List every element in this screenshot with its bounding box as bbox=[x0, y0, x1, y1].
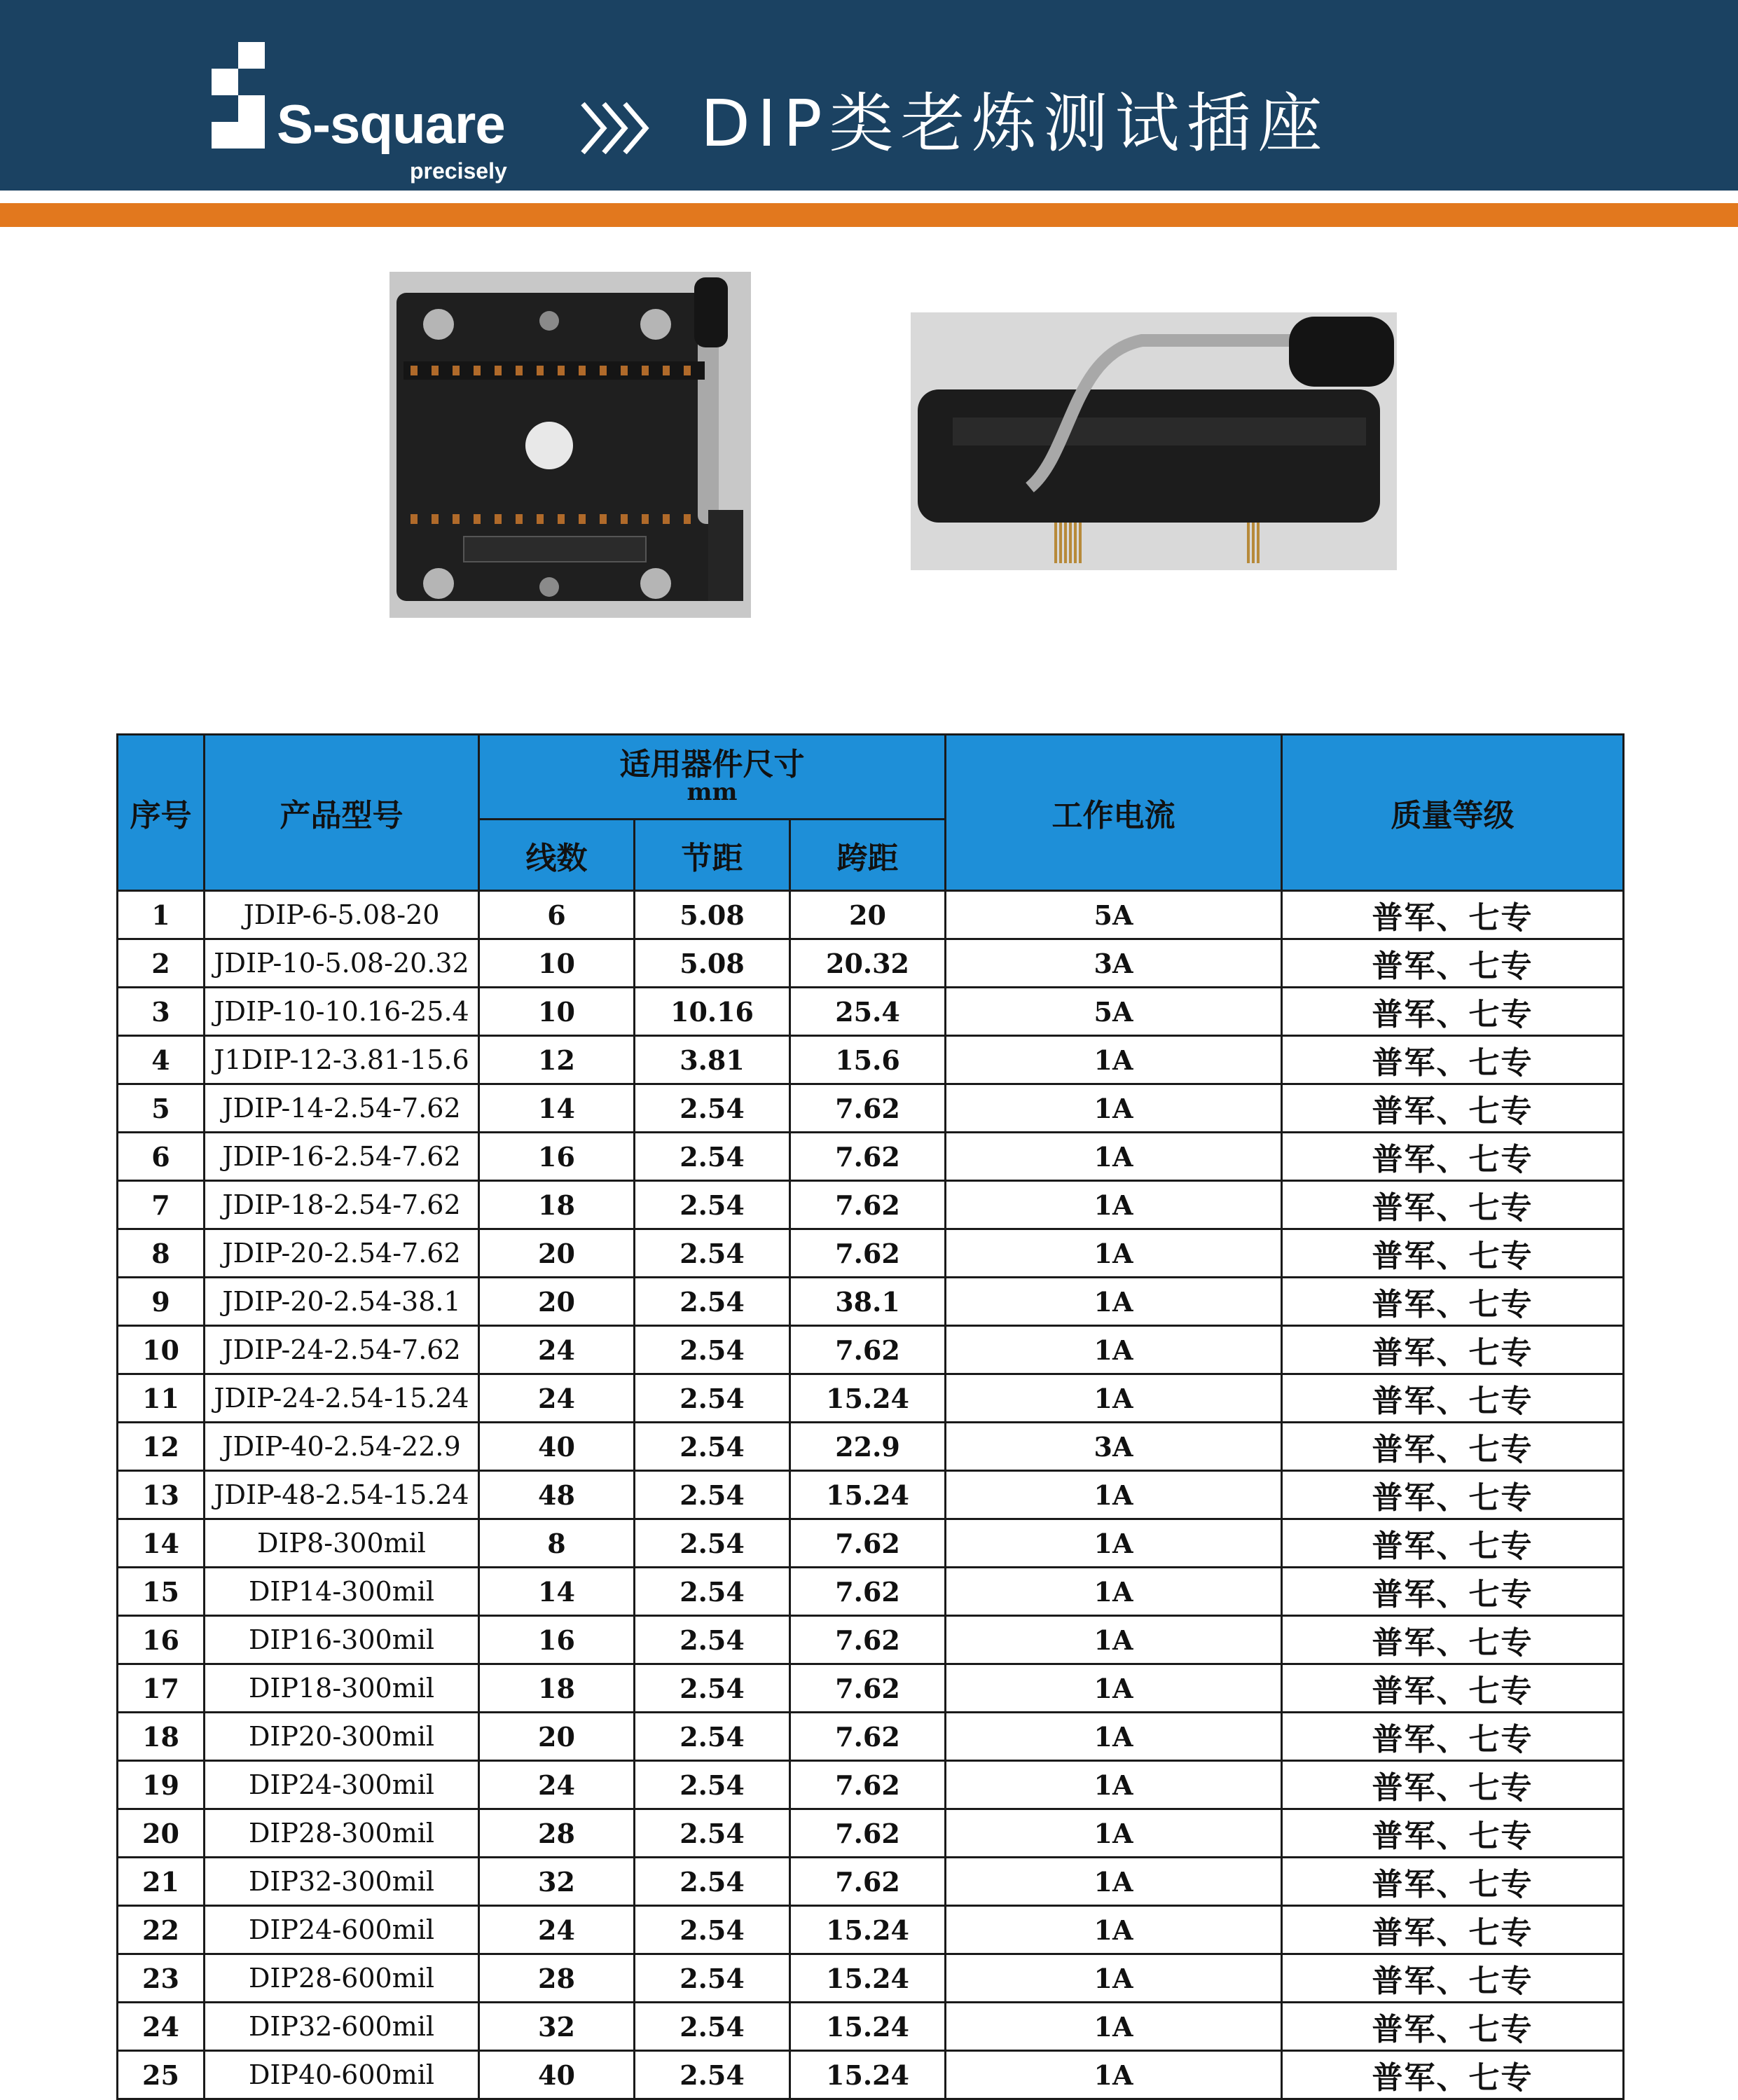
table-row bbox=[118, 1423, 1624, 1471]
table-row bbox=[118, 1519, 1624, 1568]
table-row bbox=[118, 1809, 1624, 1858]
cell-span: 7.62 bbox=[790, 1133, 946, 1181]
socket-top-view-image bbox=[389, 272, 751, 618]
cell-pitch: 2.54 bbox=[635, 1954, 790, 2003]
socket-side-view-image bbox=[911, 312, 1397, 570]
cell-model: JDIP-10-10.16-25.4 bbox=[205, 988, 479, 1036]
cell-span: 7.62 bbox=[790, 1568, 946, 1616]
cell-span: 38.1 bbox=[790, 1278, 946, 1326]
cell-pins: 8 bbox=[479, 1519, 635, 1568]
cell-grade: 普军、七专 bbox=[1282, 1374, 1624, 1423]
cell-pins: 16 bbox=[479, 1616, 635, 1664]
cell-pitch: 2.54 bbox=[635, 1519, 790, 1568]
cell-model: DIP20-300mil bbox=[205, 1713, 479, 1761]
cell-pitch: 2.54 bbox=[635, 1471, 790, 1519]
cell-index: 17 bbox=[118, 1664, 205, 1713]
cell-span: 7.62 bbox=[790, 1713, 946, 1761]
cell-index: 3 bbox=[118, 988, 205, 1036]
table-row bbox=[118, 2003, 1624, 2051]
cell-span: 7.62 bbox=[790, 1858, 946, 1906]
cell-model: DIP24-300mil bbox=[205, 1761, 479, 1809]
logo-mark-icon bbox=[205, 42, 282, 168]
cell-grade: 普军、七专 bbox=[1282, 1278, 1624, 1326]
cell-pitch: 2.54 bbox=[635, 1568, 790, 1616]
brand-name: S-square bbox=[277, 93, 505, 155]
cell-current: 1A bbox=[946, 1906, 1282, 1954]
cell-grade: 普军、七专 bbox=[1282, 1471, 1624, 1519]
cell-index: 10 bbox=[118, 1326, 205, 1374]
brand-tagline: precisely bbox=[410, 158, 507, 184]
cell-span: 15.24 bbox=[790, 2051, 946, 2099]
table-row bbox=[118, 1036, 1624, 1084]
cell-grade: 普军、七专 bbox=[1282, 1858, 1624, 1906]
cell-index: 11 bbox=[118, 1374, 205, 1423]
cell-index: 20 bbox=[118, 1809, 205, 1858]
cell-model: DIP8-300mil bbox=[205, 1519, 479, 1568]
cell-span: 7.62 bbox=[790, 1181, 946, 1229]
cell-model: JDIP-14-2.54-7.62 bbox=[205, 1084, 479, 1133]
table-row bbox=[118, 1278, 1624, 1326]
cell-model: JDIP-40-2.54-22.9 bbox=[205, 1423, 479, 1471]
cell-index: 6 bbox=[118, 1133, 205, 1181]
cell-pitch: 5.08 bbox=[635, 891, 790, 939]
cell-span: 20 bbox=[790, 891, 946, 939]
cell-grade: 普军、七专 bbox=[1282, 1181, 1624, 1229]
cell-pitch: 2.54 bbox=[635, 1664, 790, 1713]
cell-index: 14 bbox=[118, 1519, 205, 1568]
cell-current: 1A bbox=[946, 1278, 1282, 1326]
col-header-index: 序号 bbox=[118, 735, 205, 891]
cell-pins: 18 bbox=[479, 1664, 635, 1713]
table-row bbox=[118, 2051, 1624, 2099]
cell-pitch: 10.16 bbox=[635, 988, 790, 1036]
cell-current: 1A bbox=[946, 1713, 1282, 1761]
cell-current: 1A bbox=[946, 1616, 1282, 1664]
cell-pitch: 2.54 bbox=[635, 1133, 790, 1181]
cell-grade: 普军、七专 bbox=[1282, 1519, 1624, 1568]
cell-current: 5A bbox=[946, 988, 1282, 1036]
cell-current: 1A bbox=[946, 1374, 1282, 1423]
cell-current: 3A bbox=[946, 1423, 1282, 1471]
table-row bbox=[118, 1181, 1624, 1229]
cell-grade: 普军、七专 bbox=[1282, 1761, 1624, 1809]
table-row bbox=[118, 1229, 1624, 1278]
cell-grade: 普军、七专 bbox=[1282, 1906, 1624, 1954]
table-row bbox=[118, 1906, 1624, 1954]
cell-current: 3A bbox=[946, 939, 1282, 988]
cell-index: 2 bbox=[118, 939, 205, 988]
cell-model: J1DIP-12-3.81-15.6 bbox=[205, 1036, 479, 1084]
cell-pins: 10 bbox=[479, 939, 635, 988]
table-row bbox=[118, 1133, 1624, 1181]
cell-index: 25 bbox=[118, 2051, 205, 2099]
cell-index: 22 bbox=[118, 1906, 205, 1954]
cell-span: 7.62 bbox=[790, 1326, 946, 1374]
table-row bbox=[118, 939, 1624, 988]
col-header-current: 工作电流 bbox=[946, 735, 1282, 891]
cell-current: 1A bbox=[946, 1133, 1282, 1181]
cell-grade: 普军、七专 bbox=[1282, 939, 1624, 988]
cell-span: 15.6 bbox=[790, 1036, 946, 1084]
cell-model: JDIP-20-2.54-7.62 bbox=[205, 1229, 479, 1278]
cell-current: 1A bbox=[946, 1954, 1282, 2003]
cell-pitch: 2.54 bbox=[635, 1374, 790, 1423]
cell-pins: 18 bbox=[479, 1181, 635, 1229]
cell-index: 13 bbox=[118, 1471, 205, 1519]
cell-span: 15.24 bbox=[790, 1471, 946, 1519]
cell-span: 20.32 bbox=[790, 939, 946, 988]
cell-index: 1 bbox=[118, 891, 205, 939]
cell-pitch: 2.54 bbox=[635, 1616, 790, 1664]
cell-pitch: 2.54 bbox=[635, 1181, 790, 1229]
cell-pitch: 2.54 bbox=[635, 1713, 790, 1761]
cell-pitch: 2.54 bbox=[635, 1809, 790, 1858]
table-row bbox=[118, 1858, 1624, 1906]
cell-index: 18 bbox=[118, 1713, 205, 1761]
cell-grade: 普军、七专 bbox=[1282, 1423, 1624, 1471]
cell-model: JDIP-16-2.54-7.62 bbox=[205, 1133, 479, 1181]
cell-grade: 普军、七专 bbox=[1282, 988, 1624, 1036]
cell-current: 1A bbox=[946, 1809, 1282, 1858]
cell-span: 7.62 bbox=[790, 1519, 946, 1568]
table-row bbox=[118, 891, 1624, 939]
cell-pins: 24 bbox=[479, 1374, 635, 1423]
cell-pins: 28 bbox=[479, 1954, 635, 2003]
cell-span: 7.62 bbox=[790, 1229, 946, 1278]
cell-pins: 12 bbox=[479, 1036, 635, 1084]
table-row bbox=[118, 1761, 1624, 1809]
table-row bbox=[118, 1568, 1624, 1616]
cell-pins: 10 bbox=[479, 988, 635, 1036]
double-chevron-icon bbox=[573, 97, 657, 160]
col-header-span: 跨距 bbox=[790, 820, 946, 891]
page-title: DIP类老炼测试插座 bbox=[701, 86, 1330, 161]
cell-index: 9 bbox=[118, 1278, 205, 1326]
table-row bbox=[118, 1084, 1624, 1133]
table-row bbox=[118, 1326, 1624, 1374]
cell-current: 5A bbox=[946, 891, 1282, 939]
cell-pitch: 2.54 bbox=[635, 1761, 790, 1809]
cell-span: 7.62 bbox=[790, 1809, 946, 1858]
cell-pitch: 5.08 bbox=[635, 939, 790, 988]
cell-model: JDIP-6-5.08-20 bbox=[205, 891, 479, 939]
spec-table-body bbox=[118, 891, 1624, 2099]
cell-grade: 普军、七专 bbox=[1282, 1713, 1624, 1761]
cell-pins: 20 bbox=[479, 1713, 635, 1761]
cell-span: 7.62 bbox=[790, 1664, 946, 1713]
cell-model: DIP14-300mil bbox=[205, 1568, 479, 1616]
cell-span: 15.24 bbox=[790, 1906, 946, 1954]
cell-pins: 48 bbox=[479, 1471, 635, 1519]
cell-pins: 6 bbox=[479, 891, 635, 939]
cell-current: 1A bbox=[946, 1229, 1282, 1278]
cell-current: 1A bbox=[946, 1084, 1282, 1133]
cell-grade: 普军、七专 bbox=[1282, 2003, 1624, 2051]
cell-current: 1A bbox=[946, 1858, 1282, 1906]
cell-index: 12 bbox=[118, 1423, 205, 1471]
cell-index: 16 bbox=[118, 1616, 205, 1664]
table-row bbox=[118, 1664, 1624, 1713]
cell-grade: 普军、七专 bbox=[1282, 1084, 1624, 1133]
cell-span: 25.4 bbox=[790, 988, 946, 1036]
cell-grade: 普军、七专 bbox=[1282, 1229, 1624, 1278]
cell-model: DIP40-600mil bbox=[205, 2051, 479, 2099]
cell-span: 15.24 bbox=[790, 1954, 946, 2003]
cell-index: 21 bbox=[118, 1858, 205, 1906]
cell-span: 15.24 bbox=[790, 1374, 946, 1423]
col-header-pitch: 节距 bbox=[635, 820, 790, 891]
cell-grade: 普军、七专 bbox=[1282, 1326, 1624, 1374]
cell-pitch: 2.54 bbox=[635, 1906, 790, 1954]
cell-pins: 14 bbox=[479, 1568, 635, 1616]
cell-pins: 20 bbox=[479, 1278, 635, 1326]
cell-index: 15 bbox=[118, 1568, 205, 1616]
cell-pitch: 2.54 bbox=[635, 1084, 790, 1133]
table-row bbox=[118, 1713, 1624, 1761]
cell-index: 23 bbox=[118, 1954, 205, 2003]
cell-current: 1A bbox=[946, 1664, 1282, 1713]
cell-model: DIP28-300mil bbox=[205, 1809, 479, 1858]
cell-model: DIP18-300mil bbox=[205, 1664, 479, 1713]
cell-index: 5 bbox=[118, 1084, 205, 1133]
cell-current: 1A bbox=[946, 1519, 1282, 1568]
cell-grade: 普军、七专 bbox=[1282, 1133, 1624, 1181]
cell-model: JDIP-18-2.54-7.62 bbox=[205, 1181, 479, 1229]
cell-index: 19 bbox=[118, 1761, 205, 1809]
cell-pitch: 2.54 bbox=[635, 2003, 790, 2051]
cell-index: 7 bbox=[118, 1181, 205, 1229]
cell-pitch: 2.54 bbox=[635, 1278, 790, 1326]
cell-grade: 普军、七专 bbox=[1282, 1809, 1624, 1858]
cell-model: JDIP-24-2.54-7.62 bbox=[205, 1326, 479, 1374]
cell-span: 7.62 bbox=[790, 1616, 946, 1664]
cell-pitch: 2.54 bbox=[635, 2051, 790, 2099]
spec-table bbox=[116, 733, 1625, 2100]
cell-pins: 32 bbox=[479, 1858, 635, 1906]
cell-index: 8 bbox=[118, 1229, 205, 1278]
cell-pitch: 2.54 bbox=[635, 1229, 790, 1278]
cell-model: JDIP-10-5.08-20.32 bbox=[205, 939, 479, 988]
table-row bbox=[118, 1374, 1624, 1423]
cell-span: 7.62 bbox=[790, 1084, 946, 1133]
cell-model: JDIP-20-2.54-38.1 bbox=[205, 1278, 479, 1326]
cell-grade: 普军、七专 bbox=[1282, 1568, 1624, 1616]
cell-pitch: 2.54 bbox=[635, 1326, 790, 1374]
cell-pins: 16 bbox=[479, 1133, 635, 1181]
cell-model: DIP16-300mil bbox=[205, 1616, 479, 1664]
cell-current: 1A bbox=[946, 1181, 1282, 1229]
table-row bbox=[118, 1471, 1624, 1519]
cell-model: DIP32-600mil bbox=[205, 2003, 479, 2051]
col-header-grade: 质量等级 bbox=[1282, 735, 1624, 891]
cell-pins: 28 bbox=[479, 1809, 635, 1858]
cell-grade: 普军、七专 bbox=[1282, 2051, 1624, 2099]
size-unit-label: mm bbox=[687, 778, 738, 806]
cell-grade: 普军、七专 bbox=[1282, 1036, 1624, 1084]
cell-index: 4 bbox=[118, 1036, 205, 1084]
cell-grade: 普军、七专 bbox=[1282, 1616, 1624, 1664]
table-row bbox=[118, 1616, 1624, 1664]
cell-model: JDIP-48-2.54-15.24 bbox=[205, 1471, 479, 1519]
cell-current: 1A bbox=[946, 1036, 1282, 1084]
cell-index: 24 bbox=[118, 2003, 205, 2051]
col-header-model: 产品型号 bbox=[205, 735, 479, 891]
cell-pins: 40 bbox=[479, 2051, 635, 2099]
cell-current: 1A bbox=[946, 1761, 1282, 1809]
cell-pitch: 3.81 bbox=[635, 1036, 790, 1084]
cell-current: 1A bbox=[946, 2051, 1282, 2099]
cell-pins: 40 bbox=[479, 1423, 635, 1471]
cell-current: 1A bbox=[946, 2003, 1282, 2051]
size-group-label: 适用器件尺寸 bbox=[619, 747, 805, 782]
cell-current: 1A bbox=[946, 1471, 1282, 1519]
cell-model: DIP28-600mil bbox=[205, 1954, 479, 2003]
cell-grade: 普军、七专 bbox=[1282, 891, 1624, 939]
cell-pins: 14 bbox=[479, 1084, 635, 1133]
cell-pins: 32 bbox=[479, 2003, 635, 2051]
cell-current: 1A bbox=[946, 1326, 1282, 1374]
cell-span: 22.9 bbox=[790, 1423, 946, 1471]
col-header-size-group bbox=[479, 735, 946, 820]
table-row bbox=[118, 988, 1624, 1036]
orange-divider bbox=[0, 203, 1738, 227]
cell-pins: 24 bbox=[479, 1326, 635, 1374]
cell-model: DIP24-600mil bbox=[205, 1906, 479, 1954]
cell-grade: 普军、七专 bbox=[1282, 1954, 1624, 2003]
cell-pins: 24 bbox=[479, 1761, 635, 1809]
cell-pitch: 2.54 bbox=[635, 1858, 790, 1906]
cell-model: JDIP-24-2.54-15.24 bbox=[205, 1374, 479, 1423]
cell-pitch: 2.54 bbox=[635, 1423, 790, 1471]
col-header-pins: 线数 bbox=[479, 820, 635, 891]
cell-span: 15.24 bbox=[790, 2003, 946, 2051]
cell-span: 7.62 bbox=[790, 1761, 946, 1809]
cell-pins: 24 bbox=[479, 1906, 635, 1954]
cell-grade: 普军、七专 bbox=[1282, 1664, 1624, 1713]
cell-current: 1A bbox=[946, 1568, 1282, 1616]
table-row bbox=[118, 1954, 1624, 2003]
cell-pins: 20 bbox=[479, 1229, 635, 1278]
cell-model: DIP32-300mil bbox=[205, 1858, 479, 1906]
